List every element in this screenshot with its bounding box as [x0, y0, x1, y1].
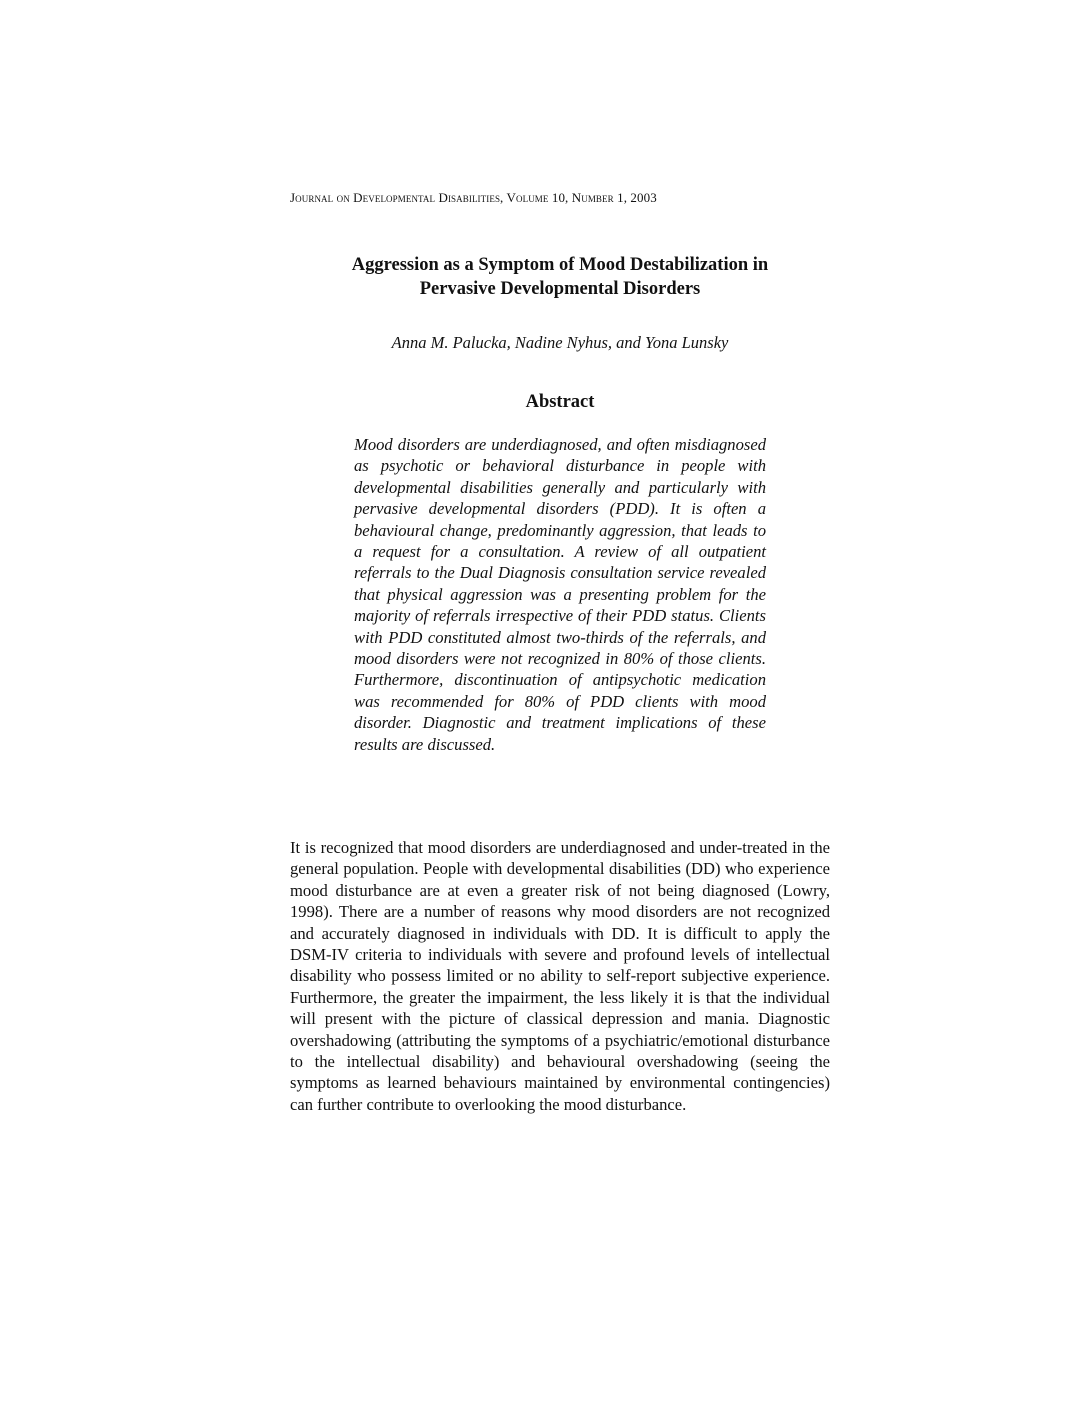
running-head: Journal on Developmental Disabilities, Volume 10, Number 1, 2003: [290, 190, 657, 205]
abstract-text: Mood disorders are underdiagnosed, and often misdiagnosed as psychotic or behavioral disturbance in people with developmental disabilities generally and particularly with pervasive developmental disorders (PDD). It is often a behavioural change, predominantly aggression, that leads to a request for a consultation. A review of all outpatient referrals to the Dual Diagnosis consultation service revealed that physical aggression was a presenting problem for the majority of referrals irrespective of their PDD status. Clients with PDD constituted almost two-thirds of the referrals, and mood disorders were not recognized in 80% of those clients. Furthermore, discontinuation of antipsychotic medication was recommended for 80% of PDD clients with mood disorder. Diagnostic and treatment implications of these results are discussed.: [354, 435, 766, 754]
authors: Anna M. Palucka, Nadine Nyhus, and Yona Lunsky: [391, 333, 729, 352]
article-title-line-1: Aggression as a Symptom of Mood Destabilization in: [351, 255, 769, 275]
article-title: [290, 253, 830, 301]
abstract-heading: Abstract: [525, 392, 595, 412]
article-title-line-2: Pervasive Developmental Disorders: [419, 279, 701, 299]
body-paragraph: It is recognized that mood disorders are underdiagnosed and under-treated in the general population. People with developmental disabilities (DD) who experience mood disturbance are at even a greater risk of not being diagnosed (Lowry, 1998). There are a number of reasons why mood disorders are not recognized and accurately diagnosed in individuals with DD. It is difficult to apply the DSM-IV criteria to individuals with severe and profound levels of intellectual disability who possess limited or no ability to self-report subjective experience. Furthermore, the greater the impairment, the less likely it is that the individual will present with the picture of classical depression and mania. Diagnostic overshadowing (attributing the symptoms of a psychiatric/emotional disturbance to the intellectual disability) and behavioural overshadowing (seeing the symptoms as learned behaviours maintained by environmental contingencies) can further contribute to overlooking the mood disturbance.: [290, 838, 830, 1114]
